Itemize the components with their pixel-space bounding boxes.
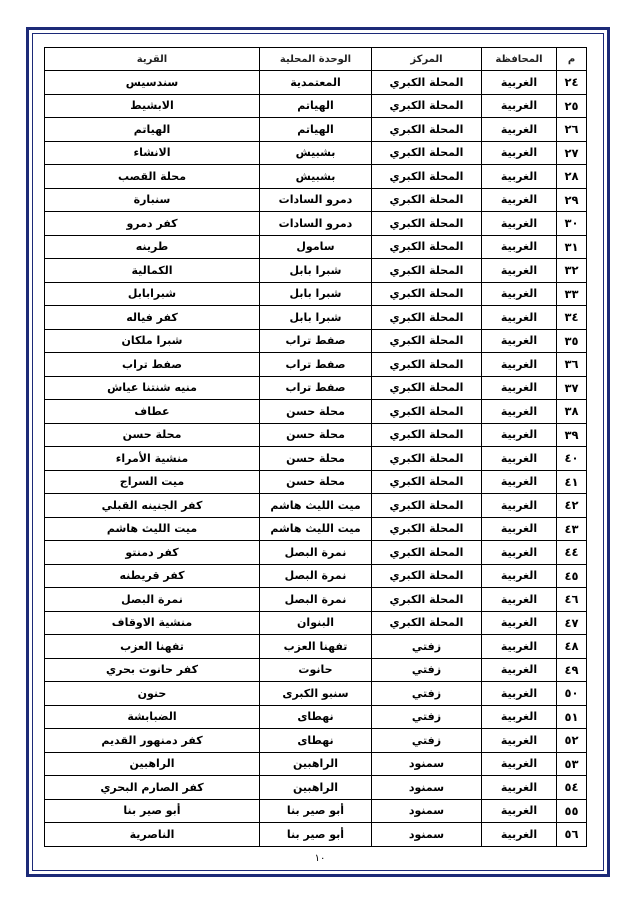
cell-village: نمرة البصل bbox=[45, 588, 260, 612]
header-center: المركز bbox=[372, 48, 482, 71]
cell-governorate: الغربية bbox=[482, 306, 557, 330]
cell-village: كفر قريطنه bbox=[45, 564, 260, 588]
cell-num: ٥٥ bbox=[557, 799, 587, 823]
cell-num: ٢٧ bbox=[557, 141, 587, 165]
cell-local-unit: دمرو السادات bbox=[260, 188, 372, 212]
header-village: القرية bbox=[45, 48, 260, 71]
cell-center: المحلة الكبري bbox=[372, 165, 482, 189]
cell-center: سمنود bbox=[372, 776, 482, 800]
cell-center: زفتي bbox=[372, 729, 482, 753]
table-row bbox=[45, 306, 587, 330]
table-row bbox=[45, 212, 587, 236]
cell-village: عطاف bbox=[45, 400, 260, 424]
cell-num: ٥٣ bbox=[557, 752, 587, 776]
cell-village: محلة حسن bbox=[45, 423, 260, 447]
table-row bbox=[45, 94, 587, 118]
cell-village: شبرابابل bbox=[45, 282, 260, 306]
cell-local-unit: سامول bbox=[260, 235, 372, 259]
cell-local-unit: نمرة البصل bbox=[260, 564, 372, 588]
cell-governorate: الغربية bbox=[482, 776, 557, 800]
cell-num: ٣١ bbox=[557, 235, 587, 259]
cell-center: المحلة الكبري bbox=[372, 259, 482, 283]
cell-center: المحلة الكبري bbox=[372, 94, 482, 118]
cell-governorate: الغربية bbox=[482, 682, 557, 706]
cell-governorate: الغربية bbox=[482, 376, 557, 400]
table-row bbox=[45, 611, 587, 635]
cell-governorate: الغربية bbox=[482, 353, 557, 377]
cell-local-unit: الهياتم bbox=[260, 118, 372, 142]
table-row bbox=[45, 447, 587, 471]
cell-village: الابشيط bbox=[45, 94, 260, 118]
cell-num: ٣٣ bbox=[557, 282, 587, 306]
cell-num: ٤٨ bbox=[557, 635, 587, 659]
table-row bbox=[45, 329, 587, 353]
cell-village: حنون bbox=[45, 682, 260, 706]
cell-num: ٤٢ bbox=[557, 494, 587, 518]
cell-local-unit: تفهنا العزب bbox=[260, 635, 372, 659]
cell-center: المحلة الكبري bbox=[372, 470, 482, 494]
table-row bbox=[45, 682, 587, 706]
cell-center: المحلة الكبري bbox=[372, 282, 482, 306]
cell-village: أبو صير بنا bbox=[45, 799, 260, 823]
cell-center: المحلة الكبري bbox=[372, 141, 482, 165]
cell-num: ٤٠ bbox=[557, 447, 587, 471]
cell-center: المحلة الكبري bbox=[372, 564, 482, 588]
table-row bbox=[45, 259, 587, 283]
cell-governorate: الغربية bbox=[482, 494, 557, 518]
cell-center: المحلة الكبري bbox=[372, 188, 482, 212]
cell-village: سندسيس bbox=[45, 71, 260, 95]
table-row bbox=[45, 165, 587, 189]
cell-center: المحلة الكبري bbox=[372, 400, 482, 424]
cell-local-unit: الهياتم bbox=[260, 94, 372, 118]
cell-local-unit: الراهبين bbox=[260, 776, 372, 800]
cell-governorate: الغربية bbox=[482, 400, 557, 424]
villages-table bbox=[44, 47, 587, 847]
cell-village: ميت الليث هاشم bbox=[45, 517, 260, 541]
cell-village: محلة القصب bbox=[45, 165, 260, 189]
table-row bbox=[45, 188, 587, 212]
cell-local-unit: نهطاى bbox=[260, 705, 372, 729]
table-row bbox=[45, 799, 587, 823]
cell-governorate: الغربية bbox=[482, 165, 557, 189]
cell-center: المحلة الكبري bbox=[372, 611, 482, 635]
cell-governorate: الغربية bbox=[482, 470, 557, 494]
cell-village: كفر دمنتو bbox=[45, 541, 260, 565]
cell-num: ٣٨ bbox=[557, 400, 587, 424]
cell-num: ٥١ bbox=[557, 705, 587, 729]
cell-governorate: الغربية bbox=[482, 71, 557, 95]
cell-center: المحلة الكبري bbox=[372, 235, 482, 259]
cell-local-unit: شبرا بابل bbox=[260, 282, 372, 306]
cell-local-unit: نمرة البصل bbox=[260, 588, 372, 612]
table-header-row bbox=[45, 48, 587, 71]
cell-center: زفتي bbox=[372, 682, 482, 706]
cell-num: ٢٩ bbox=[557, 188, 587, 212]
cell-governorate: الغربية bbox=[482, 447, 557, 471]
cell-num: ٣٦ bbox=[557, 353, 587, 377]
cell-local-unit: شبرا بابل bbox=[260, 259, 372, 283]
table-row bbox=[45, 235, 587, 259]
cell-local-unit: محلة حسن bbox=[260, 447, 372, 471]
cell-num: ٢٤ bbox=[557, 71, 587, 95]
cell-village: ميت السراج bbox=[45, 470, 260, 494]
table-row bbox=[45, 729, 587, 753]
cell-center: المحلة الكبري bbox=[372, 329, 482, 353]
cell-center: زفتي bbox=[372, 705, 482, 729]
cell-governorate: الغربية bbox=[482, 188, 557, 212]
table-row bbox=[45, 658, 587, 682]
cell-local-unit: ميت الليث هاشم bbox=[260, 494, 372, 518]
table-row bbox=[45, 776, 587, 800]
cell-village: منيه شنتنا عياش bbox=[45, 376, 260, 400]
cell-center: المحلة الكبري bbox=[372, 423, 482, 447]
cell-village: تفهنا العزب bbox=[45, 635, 260, 659]
cell-village: الكمالية bbox=[45, 259, 260, 283]
cell-center: زفتي bbox=[372, 635, 482, 659]
table-body bbox=[45, 71, 587, 847]
header-local-unit: الوحدة المحلية bbox=[260, 48, 372, 71]
table-row bbox=[45, 282, 587, 306]
table-row bbox=[45, 494, 587, 518]
cell-center: المحلة الكبري bbox=[372, 517, 482, 541]
cell-village: كفر الصارم البحري bbox=[45, 776, 260, 800]
cell-center: المحلة الكبري bbox=[372, 447, 482, 471]
cell-center: زفتي bbox=[372, 658, 482, 682]
cell-governorate: الغربية bbox=[482, 118, 557, 142]
cell-local-unit: سنبو الكبرى bbox=[260, 682, 372, 706]
cell-center: المحلة الكبري bbox=[372, 353, 482, 377]
table-row bbox=[45, 635, 587, 659]
cell-local-unit: بشبيش bbox=[260, 141, 372, 165]
table-row bbox=[45, 752, 587, 776]
table-row bbox=[45, 588, 587, 612]
cell-local-unit: حانوت bbox=[260, 658, 372, 682]
cell-village: الراهبين bbox=[45, 752, 260, 776]
cell-local-unit: محلة حسن bbox=[260, 400, 372, 424]
table-row bbox=[45, 423, 587, 447]
cell-village: الضبابشة bbox=[45, 705, 260, 729]
cell-governorate: الغربية bbox=[482, 729, 557, 753]
cell-local-unit: بشبيش bbox=[260, 165, 372, 189]
cell-center: المحلة الكبري bbox=[372, 494, 482, 518]
table-row bbox=[45, 353, 587, 377]
cell-center: سمنود bbox=[372, 823, 482, 847]
cell-num: ٥٤ bbox=[557, 776, 587, 800]
cell-local-unit: البنوان bbox=[260, 611, 372, 635]
cell-governorate: الغربية bbox=[482, 212, 557, 236]
table-row bbox=[45, 118, 587, 142]
cell-num: ٥٠ bbox=[557, 682, 587, 706]
cell-village: الناصرية bbox=[45, 823, 260, 847]
cell-local-unit: صفط تراب bbox=[260, 353, 372, 377]
table-row bbox=[45, 470, 587, 494]
cell-governorate: الغربية bbox=[482, 799, 557, 823]
cell-village: منشية الاوقاف bbox=[45, 611, 260, 635]
cell-village: طرينه bbox=[45, 235, 260, 259]
cell-num: ٣٧ bbox=[557, 376, 587, 400]
cell-num: ٣٢ bbox=[557, 259, 587, 283]
table-row bbox=[45, 541, 587, 565]
cell-num: ٤٤ bbox=[557, 541, 587, 565]
cell-center: المحلة الكبري bbox=[372, 71, 482, 95]
cell-governorate: الغربية bbox=[482, 823, 557, 847]
cell-num: ٣٤ bbox=[557, 306, 587, 330]
cell-village: كفر فياله bbox=[45, 306, 260, 330]
cell-num: ٢٥ bbox=[557, 94, 587, 118]
cell-local-unit: محلة حسن bbox=[260, 470, 372, 494]
cell-center: المحلة الكبري bbox=[372, 376, 482, 400]
table-row bbox=[45, 705, 587, 729]
cell-center: المحلة الكبري bbox=[372, 541, 482, 565]
cell-governorate: الغربية bbox=[482, 705, 557, 729]
header-num: م bbox=[557, 48, 587, 71]
cell-num: ٤١ bbox=[557, 470, 587, 494]
cell-village: كفر الجنينه القبلي bbox=[45, 494, 260, 518]
cell-num: ٥٢ bbox=[557, 729, 587, 753]
cell-local-unit: المعتمدية bbox=[260, 71, 372, 95]
cell-local-unit: شبرا بابل bbox=[260, 306, 372, 330]
cell-center: المحلة الكبري bbox=[372, 588, 482, 612]
cell-village: منشية الأمراء bbox=[45, 447, 260, 471]
cell-center: سمنود bbox=[372, 799, 482, 823]
cell-center: سمنود bbox=[372, 752, 482, 776]
cell-num: ٤٦ bbox=[557, 588, 587, 612]
cell-local-unit: محلة حسن bbox=[260, 423, 372, 447]
cell-village: الهياتم bbox=[45, 118, 260, 142]
cell-governorate: الغربية bbox=[482, 588, 557, 612]
cell-local-unit: نمرة البصل bbox=[260, 541, 372, 565]
cell-local-unit: أبو صير بنا bbox=[260, 823, 372, 847]
cell-governorate: الغربية bbox=[482, 517, 557, 541]
cell-village: سنبارة bbox=[45, 188, 260, 212]
cell-governorate: الغربية bbox=[482, 423, 557, 447]
cell-num: ٤٥ bbox=[557, 564, 587, 588]
cell-governorate: الغربية bbox=[482, 611, 557, 635]
cell-center: المحلة الكبري bbox=[372, 306, 482, 330]
cell-num: ٢٦ bbox=[557, 118, 587, 142]
table-row bbox=[45, 376, 587, 400]
cell-village: صفط تراب bbox=[45, 353, 260, 377]
cell-num: ٤٩ bbox=[557, 658, 587, 682]
cell-center: المحلة الكبري bbox=[372, 118, 482, 142]
cell-governorate: الغربية bbox=[482, 259, 557, 283]
cell-governorate: الغربية bbox=[482, 141, 557, 165]
cell-village: شبرا ملكان bbox=[45, 329, 260, 353]
cell-governorate: الغربية bbox=[482, 235, 557, 259]
cell-local-unit: الراهبين bbox=[260, 752, 372, 776]
cell-village: كفر دمرو bbox=[45, 212, 260, 236]
cell-village: الانشاء bbox=[45, 141, 260, 165]
cell-governorate: الغربية bbox=[482, 658, 557, 682]
cell-local-unit: نهطاى bbox=[260, 729, 372, 753]
cell-num: ٥٦ bbox=[557, 823, 587, 847]
cell-local-unit: صفط تراب bbox=[260, 329, 372, 353]
cell-village: كفر دمنهور القديم bbox=[45, 729, 260, 753]
cell-num: ٣٩ bbox=[557, 423, 587, 447]
cell-num: ٤٣ bbox=[557, 517, 587, 541]
cell-local-unit: دمرو السادات bbox=[260, 212, 372, 236]
cell-local-unit: صفط تراب bbox=[260, 376, 372, 400]
page-number: ١٠ bbox=[314, 853, 326, 864]
cell-governorate: الغربية bbox=[482, 635, 557, 659]
cell-num: ٣٠ bbox=[557, 212, 587, 236]
cell-governorate: الغربية bbox=[482, 564, 557, 588]
cell-num: ٢٨ bbox=[557, 165, 587, 189]
table-row bbox=[45, 141, 587, 165]
cell-governorate: الغربية bbox=[482, 541, 557, 565]
table-row bbox=[45, 400, 587, 424]
cell-governorate: الغربية bbox=[482, 282, 557, 306]
cell-local-unit: أبو صير بنا bbox=[260, 799, 372, 823]
table-row bbox=[45, 823, 587, 847]
cell-num: ٣٥ bbox=[557, 329, 587, 353]
table-row bbox=[45, 71, 587, 95]
cell-governorate: الغربية bbox=[482, 752, 557, 776]
table-row bbox=[45, 517, 587, 541]
cell-num: ٤٧ bbox=[557, 611, 587, 635]
cell-village: كفر حانوت بحري bbox=[45, 658, 260, 682]
header-governorate: المحافظة bbox=[482, 48, 557, 71]
cell-center: المحلة الكبري bbox=[372, 212, 482, 236]
table-row bbox=[45, 564, 587, 588]
cell-governorate: الغربية bbox=[482, 329, 557, 353]
cell-local-unit: ميت الليث هاشم bbox=[260, 517, 372, 541]
cell-governorate: الغربية bbox=[482, 94, 557, 118]
